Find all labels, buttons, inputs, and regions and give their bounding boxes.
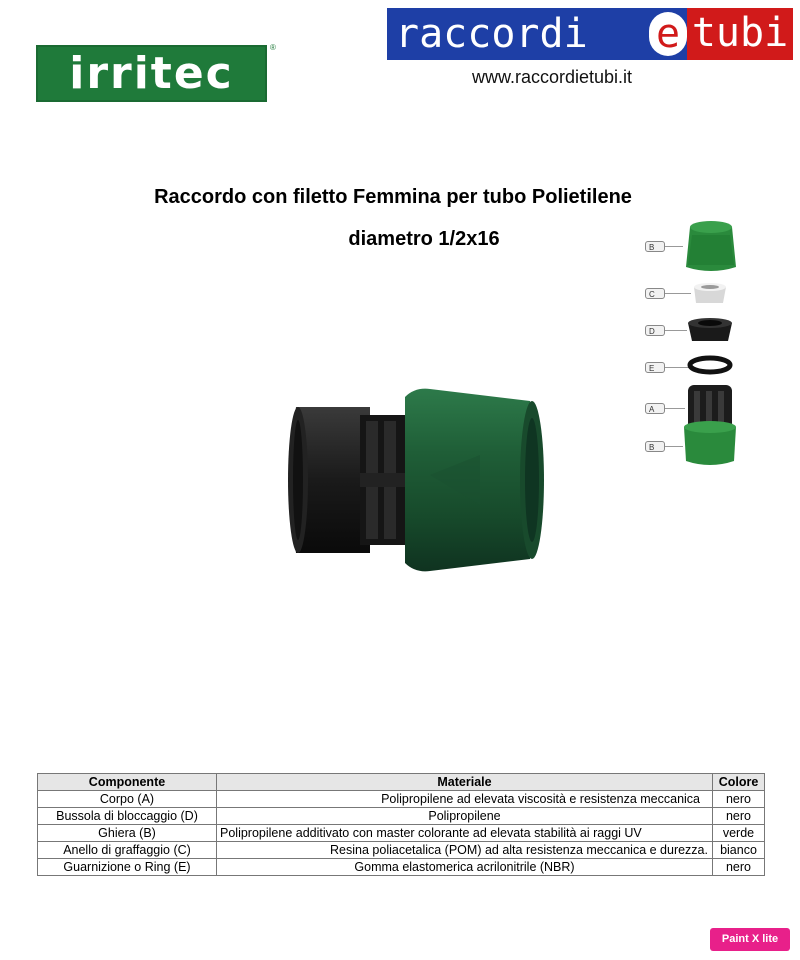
registered-mark: ® <box>270 43 276 52</box>
site-url[interactable]: www.raccordietubi.it <box>472 67 633 87</box>
fitting-image <box>280 385 550 575</box>
table-row <box>38 859 765 876</box>
cell-componente: Anello di graffaggio (C) <box>38 842 217 859</box>
cell-colore: nero <box>713 808 765 825</box>
irritec-logo-text: irritec <box>69 47 234 99</box>
product-subtitle: diametro 1/2x16 <box>348 228 500 250</box>
paint-x-lite-badge[interactable]: Paint X lite <box>710 928 790 951</box>
part-label-a: A <box>645 403 665 414</box>
table-row <box>38 808 765 825</box>
irritec-logo <box>36 45 267 102</box>
cell-componente: Corpo (A) <box>38 791 217 808</box>
header-materiale: Materiale <box>217 774 713 791</box>
part-label-c: C <box>645 288 665 299</box>
cell-componente: Ghiera (B) <box>38 825 217 842</box>
cell-materiale: Polipropilene ad elevata viscosità e resistenza meccanica <box>217 791 713 808</box>
cell-componente: Bussola di bloccaggio (D) <box>38 808 217 825</box>
cell-materiale: Polipropilene <box>217 808 713 825</box>
header-colore: Colore <box>713 774 765 791</box>
header-componente: Componente <box>38 774 217 791</box>
cell-materiale: Gomma elastomerica acrilonitrile (NBR) <box>217 859 713 876</box>
table-row <box>38 842 765 859</box>
components-table <box>37 773 765 876</box>
part-label-e: E <box>645 362 665 373</box>
cell-colore: verde <box>713 825 765 842</box>
cell-componente: Guarnizione o Ring (E) <box>38 859 217 876</box>
exploded-parts-image <box>676 215 746 475</box>
banner-word-raccordi: raccordi <box>395 11 588 57</box>
part-label-d: D <box>645 325 665 336</box>
raccordietubi-banner <box>387 8 793 60</box>
part-label-b-bottom: B <box>645 441 665 452</box>
cell-colore: bianco <box>713 842 765 859</box>
cell-colore: nero <box>713 859 765 876</box>
part-label-b-top: B <box>645 241 665 252</box>
banner-word-tubi: tubi <box>687 8 793 60</box>
banner-letter-e: e <box>649 12 687 56</box>
cell-colore: nero <box>713 791 765 808</box>
cell-materiale: Resina poliacetalica (POM) ad alta resistenza meccanica e durezza. <box>217 842 713 859</box>
cell-materiale: Polipropilene additivato con master colorante ad elevata stabilità ai raggi UV <box>217 825 713 842</box>
product-title: Raccordo con filetto Femmina per tubo Polietilene <box>154 186 632 208</box>
table-row <box>38 791 765 808</box>
table-row <box>38 825 765 842</box>
table-header-row <box>38 774 765 791</box>
